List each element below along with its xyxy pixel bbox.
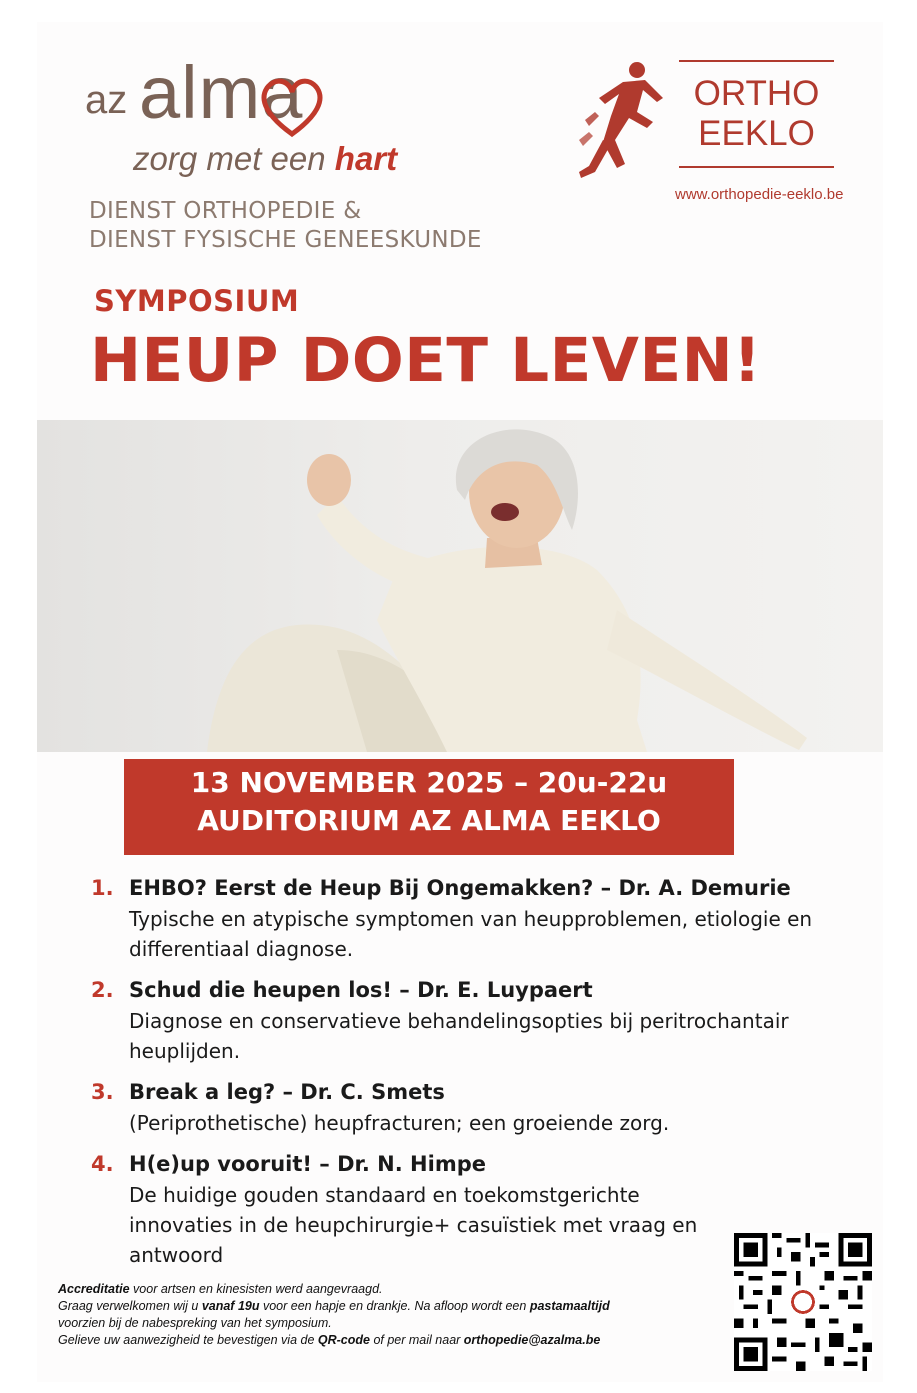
department-names [89,197,482,255]
department-line: DIENST FYSISCHE GENEESKUNDE [89,227,482,253]
footer-text: of per mail naar [369,1333,464,1347]
footer-notes [58,1281,718,1349]
event-location: AUDITORIUM AZ ALMA EEKLO [197,804,661,837]
program-item-title: EHBO? Eerst de Heup Bij Ongemakken? – Dr. A. Demurie [129,876,791,900]
accreditation-label: Accreditatie [58,1282,130,1296]
program-item [91,872,871,964]
program-item-title: Break a leg? – Dr. C. Smets [129,1080,445,1104]
footer-emphasis: vanaf 19u [201,1299,260,1313]
logo-az-text: az [85,78,128,122]
program-item [91,1076,871,1138]
headline: HEUP DOET LEVEN! [90,325,762,396]
program-item-title: H(e)up vooruit! – Dr. N. Himpe [129,1152,486,1176]
qr-code[interactable] [734,1233,872,1371]
tagline [133,140,397,178]
program-item-number: 3. [91,1080,114,1104]
ortho-line1: ORTHO [693,74,820,113]
program-item-number: 4. [91,1152,114,1176]
ortho-line2: EEKLO [698,114,815,153]
contact-email[interactable]: orthopedie@azalma.be [463,1333,601,1347]
tagline-emphasis: hart [334,140,398,177]
logo-alma-text: alma [139,51,304,134]
footer-line: voorzien bij de nabespreking van het symposium. [58,1316,332,1330]
footer-text: Gelieve uw aanwezigheid te bevestigen via de [58,1333,318,1347]
poster [37,22,883,1382]
program-item-number: 1. [91,876,114,900]
event-date-time: 13 NOVEMBER 2025 – 20u-22u [190,766,668,799]
footer-emphasis: QR-code [317,1333,370,1347]
ortho-wordmark [679,60,834,168]
event-banner [124,759,734,855]
ortho-eeklo-logo [575,60,844,230]
program-item [91,974,871,1066]
program-item-description: Diagnose en conservatieve behandelingsopties bij peritrochantair heuplijden. [129,1009,789,1063]
footer-line [58,1281,718,1298]
woman-celebrating-illustration [37,420,883,752]
heart-icon [257,72,327,142]
program-item-description: De huidige gouden standaard en toekomstgerichte innovaties in de heupchirurgie+ casuïstiek met vraag en antwoord [129,1183,698,1267]
program-list [91,872,871,1280]
footer-text: Graag verwelkomen wij u [58,1299,202,1313]
symposium-label: SYMPOSIUM [94,284,300,318]
footer-text: voor een hapje en drankje. Na afloop wordt een [259,1299,530,1313]
program-item-description: (Periprothetische) heupfracturen; een groeiende zorg. [129,1111,670,1135]
footer-emphasis: pastamaaltijd [529,1299,610,1313]
tagline-text: zorg met een [133,140,335,177]
footer-text: voor artsen en kinesisten werd aangevraagd. [129,1282,383,1296]
program-item-description: Typische en atypische symptomen van heupproblemen, etiologie en differentiaal diagnose. [129,907,813,961]
hero-photo [37,420,883,752]
program-item-title: Schud die heupen los! – Dr. E. Luypaert [129,978,593,1002]
ortho-url: www.orthopedie-eeklo.be [675,186,844,203]
runner-logo-icon [575,60,671,190]
department-line: DIENST ORTHOPEDIE & [89,198,362,224]
footer-line [58,1298,718,1315]
program-item-number: 2. [91,978,114,1002]
footer-line [58,1332,718,1349]
